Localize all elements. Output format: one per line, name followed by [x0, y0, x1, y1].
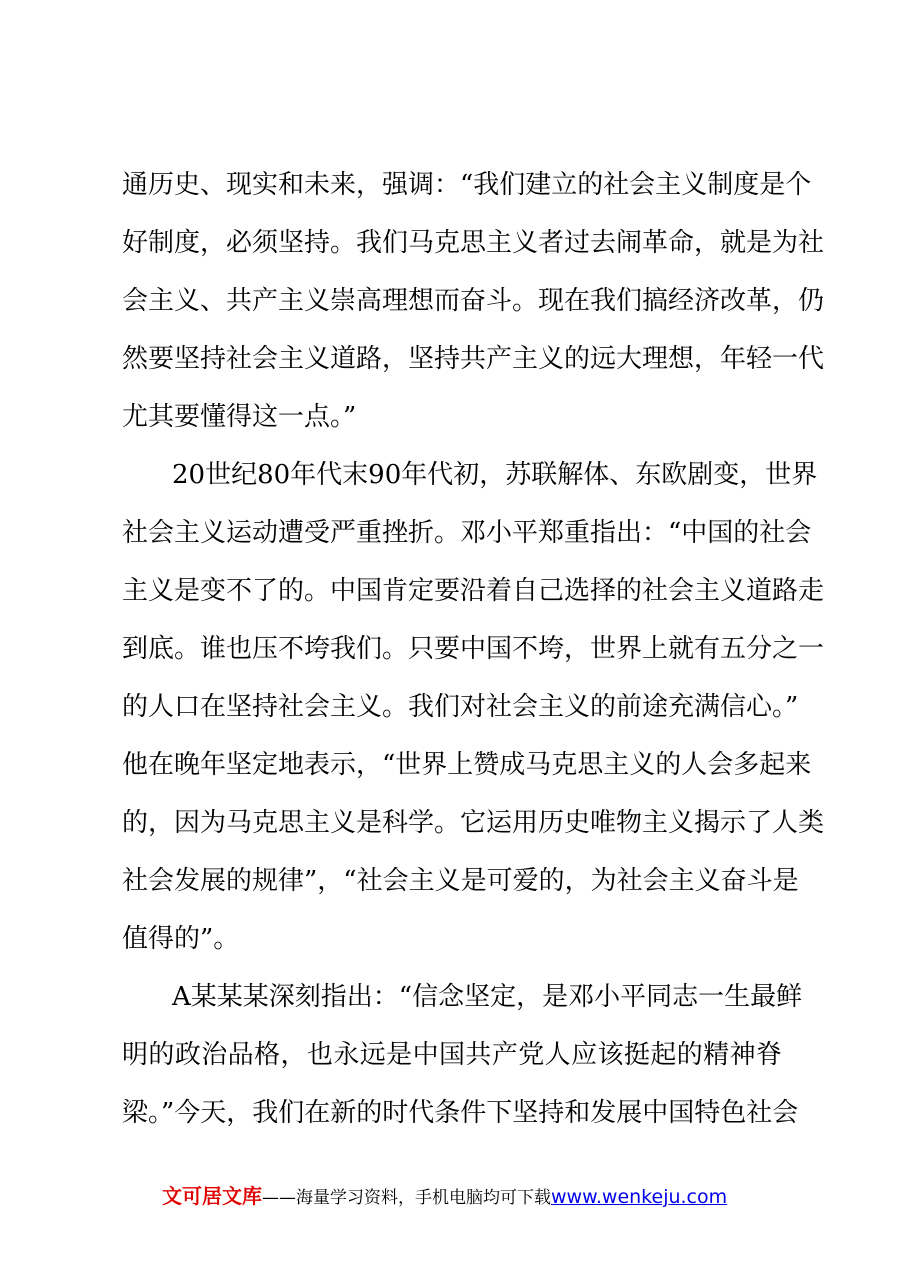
- footer-website-link[interactable]: www.wenkeju.com: [551, 1186, 728, 1208]
- text-line: 到底。谁也压不垮我们。只要中国不垮，世界上就有五分之一: [122, 634, 825, 664]
- text-line: 然要坚持社会主义道路，坚持共产主义的远大理想，年轻一代: [122, 344, 825, 374]
- text-line: 他在晚年坚定地表示，“世界上赞成马克思主义的人会多起来: [122, 750, 812, 780]
- text-line: 明的政治品格，也永远是中国共产党人应该挺起的精神脊: [122, 1040, 782, 1070]
- text-line: 社会主义运动遭受严重挫折。邓小平郑重指出：“中国的社会: [122, 518, 812, 548]
- text-line: 社会发展的规律”，“社会主义是可爱的，为社会主义奋斗是: [122, 866, 799, 896]
- text-line: 尤其要懂得这一点。”: [122, 402, 357, 432]
- text-line: 好制度，必须坚持。我们马克思主义者过去闹革命，就是为社: [122, 228, 825, 258]
- footer-banner: [162, 1180, 727, 1209]
- paragraph-first-line: 20世纪80年代末90年代初，苏联解体、东欧剧变，世界: [172, 460, 818, 490]
- paragraph-first-line: A某某某深刻指出：“信念坚定，是邓小平同志一生最鲜: [172, 982, 803, 1012]
- footer-tagline: ——海量学习资料，手机电脑均可下载: [262, 1188, 551, 1208]
- text-line: 通历史、现实和未来，强调：“我们建立的社会主义制度是个: [122, 170, 812, 200]
- text-line: 值得的”。: [122, 924, 240, 954]
- text-line: 主义是变不了的。中国肯定要沿着自己选择的社会主义道路走: [122, 576, 825, 606]
- text-line: 的，因为马克思主义是科学。它运用历史唯物主义揭示了人类: [122, 808, 825, 838]
- text-line: 会主义、共产主义崇高理想而奋斗。现在我们搞经济改革，仍: [122, 286, 825, 316]
- text-line: 的人口在坚持社会主义。我们对社会主义的前途充满信心。”: [122, 692, 799, 722]
- footer-brand: 文可居文库: [162, 1184, 262, 1208]
- text-line: 梁。”今天，我们在新的时代条件下坚持和发展中国特色社会: [122, 1098, 799, 1128]
